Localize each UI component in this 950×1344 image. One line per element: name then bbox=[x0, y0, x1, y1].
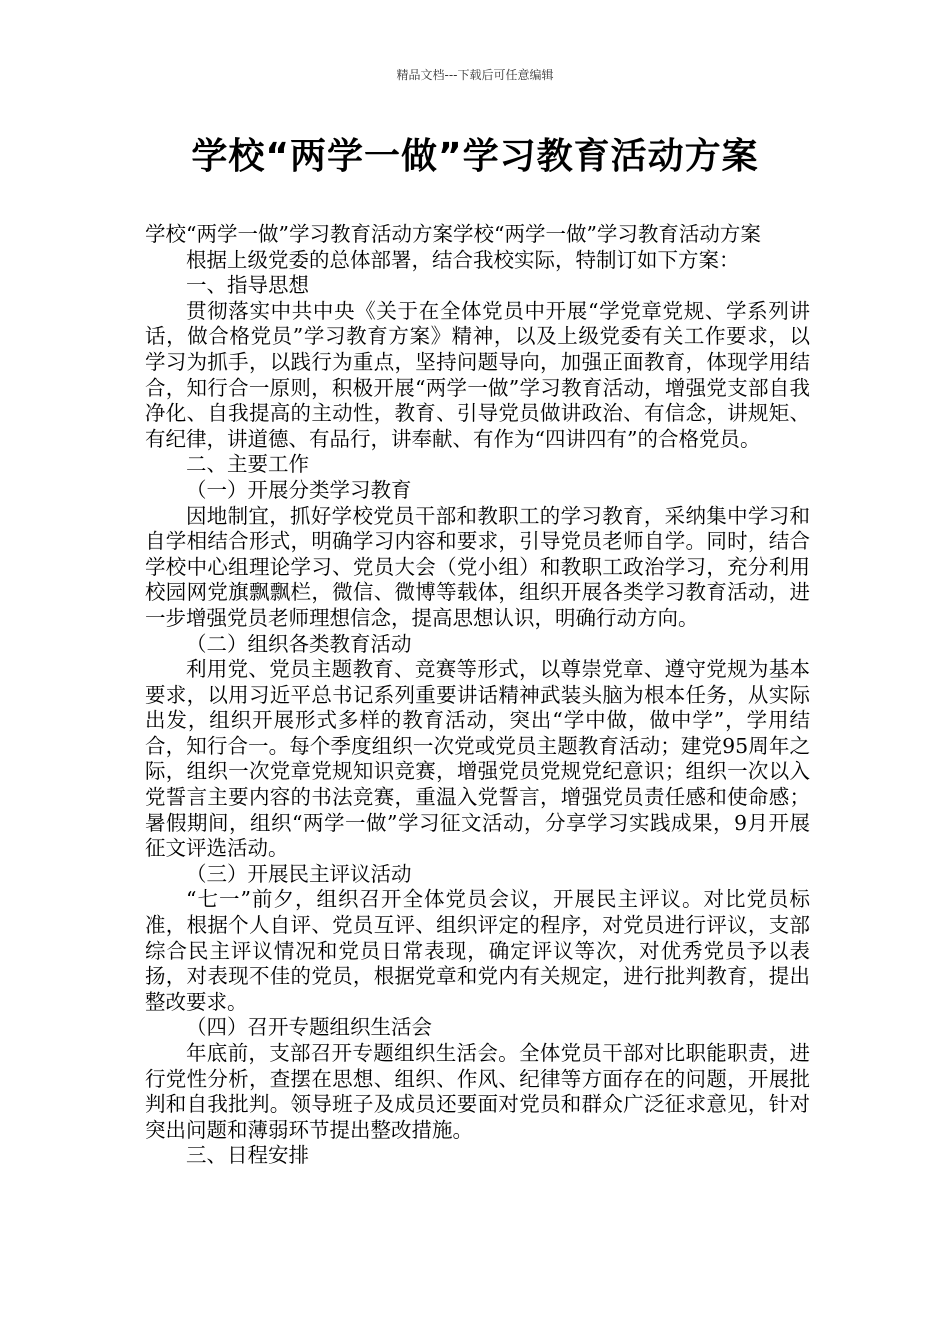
intro-paragraph: 学校“两学一做”学习教育活动方案学校“两学一做”学习教育活动方案 bbox=[145, 222, 761, 246]
section-heading-main-work: 二、主要工作 bbox=[186, 452, 309, 477]
page-header: 精品文档---下载后可任意编辑 bbox=[396, 68, 554, 82]
subsection-heading-education-activities: （二）组织各类教育活动 bbox=[186, 631, 412, 656]
lead-paragraph: 根据上级党委的总体部署，结合我校实际，特制订如下方案： bbox=[186, 247, 740, 272]
subsection-heading-classified-study: （一）开展分类学习教育 bbox=[186, 477, 412, 502]
document-title: 学校“两学一做”学习教育活动方案 bbox=[191, 136, 759, 177]
section-heading-guiding-ideology: 一、指导思想 bbox=[186, 273, 309, 298]
section-heading-schedule: 三、日程安排 bbox=[186, 1143, 309, 1168]
subsection-text-organization-meeting: 年底前，支部召开专题组织生活会。全体党员干部对比职能职责，进行党性分析，查摆在思想、组织、作风、纪律等方面存在的问题，开展批判和自我批判。领导班子及成员还要面对党员和群众广泛征求意见，针对突出问题和薄弱环节提出整改措施。 bbox=[145, 1041, 810, 1142]
subsection-text-democratic-appraisal: “七一”前夕，组织召开全体党员会议，开展民主评议。对比党员标准，根据个人自评、党员互评、组织评定的程序，对党员进行评议，支部综合民主评议情况和党员日常表现，确定评议等次，对优秀党员予以表扬，对表现不佳的党员，根据党章和党内有关规定，进行批判教育，提出整改要求。 bbox=[145, 887, 810, 1014]
subsection-heading-democratic-appraisal: （三）开展民主评议活动 bbox=[186, 861, 412, 886]
section-text-guiding-ideology: 贯彻落实中共中央《关于在全体党员中开展“学党章党规、学系列讲话，做合格党员”学习教育方案》精神，以及上级党委有关工作要求，以学习为抓手，以践行为重点，坚持问题导向，加强正面教育，体现学用结合，知行合一原则，积极开展“两学一做”学习教育活动，增强党支部自我净化、自我提高的主动性，教育、引导党员做讲政治、有信念，讲规矩、有纪律，讲道德、有品行，讲奉献、有作为“四讲四有”的合格党员。 bbox=[145, 298, 810, 451]
subsection-heading-organization-meeting: （四）召开专题组织生活会 bbox=[186, 1015, 432, 1040]
document-body bbox=[145, 222, 810, 1169]
subsection-text-classified-study: 因地制宜，抓好学校党员干部和教职工的学习教育，采纳集中学习和自学相结合形式，明确学习内容和要求，引导党员老师自学。同时，结合学校中心组理论学习、党员大会（党小组）和教职工政治学习，充分利用校园网党旗飘飘栏，微信、微博等载体，组织开展各类学习教育活动，进一步增强党员老师理想信念，提高思想认识，明确行动方向。 bbox=[145, 503, 810, 630]
subsection-text-education-activities: 利用党、党员主题教育、竞赛等形式，以尊崇党章、遵守党规为基本要求，以用习近平总书记系列重要讲话精神武装头脑为根本任务，从实际出发，组织开展形式多样的教育活动，突出“学中做，做中学”，学用结合，知行合一。每个季度组织一次党或党员主题教育活动；建党95周年之际，组织一次党章党规知识竞赛，增强党员党规党纪意识；组织一次以入党誓言主要内容的书法竞赛，重温入党誓言，增强党员责任感和使命感；暑假期间，组织“两学一做”学习征文活动，分享学习实践成果，9月开展征文评选活动。 bbox=[145, 657, 810, 861]
